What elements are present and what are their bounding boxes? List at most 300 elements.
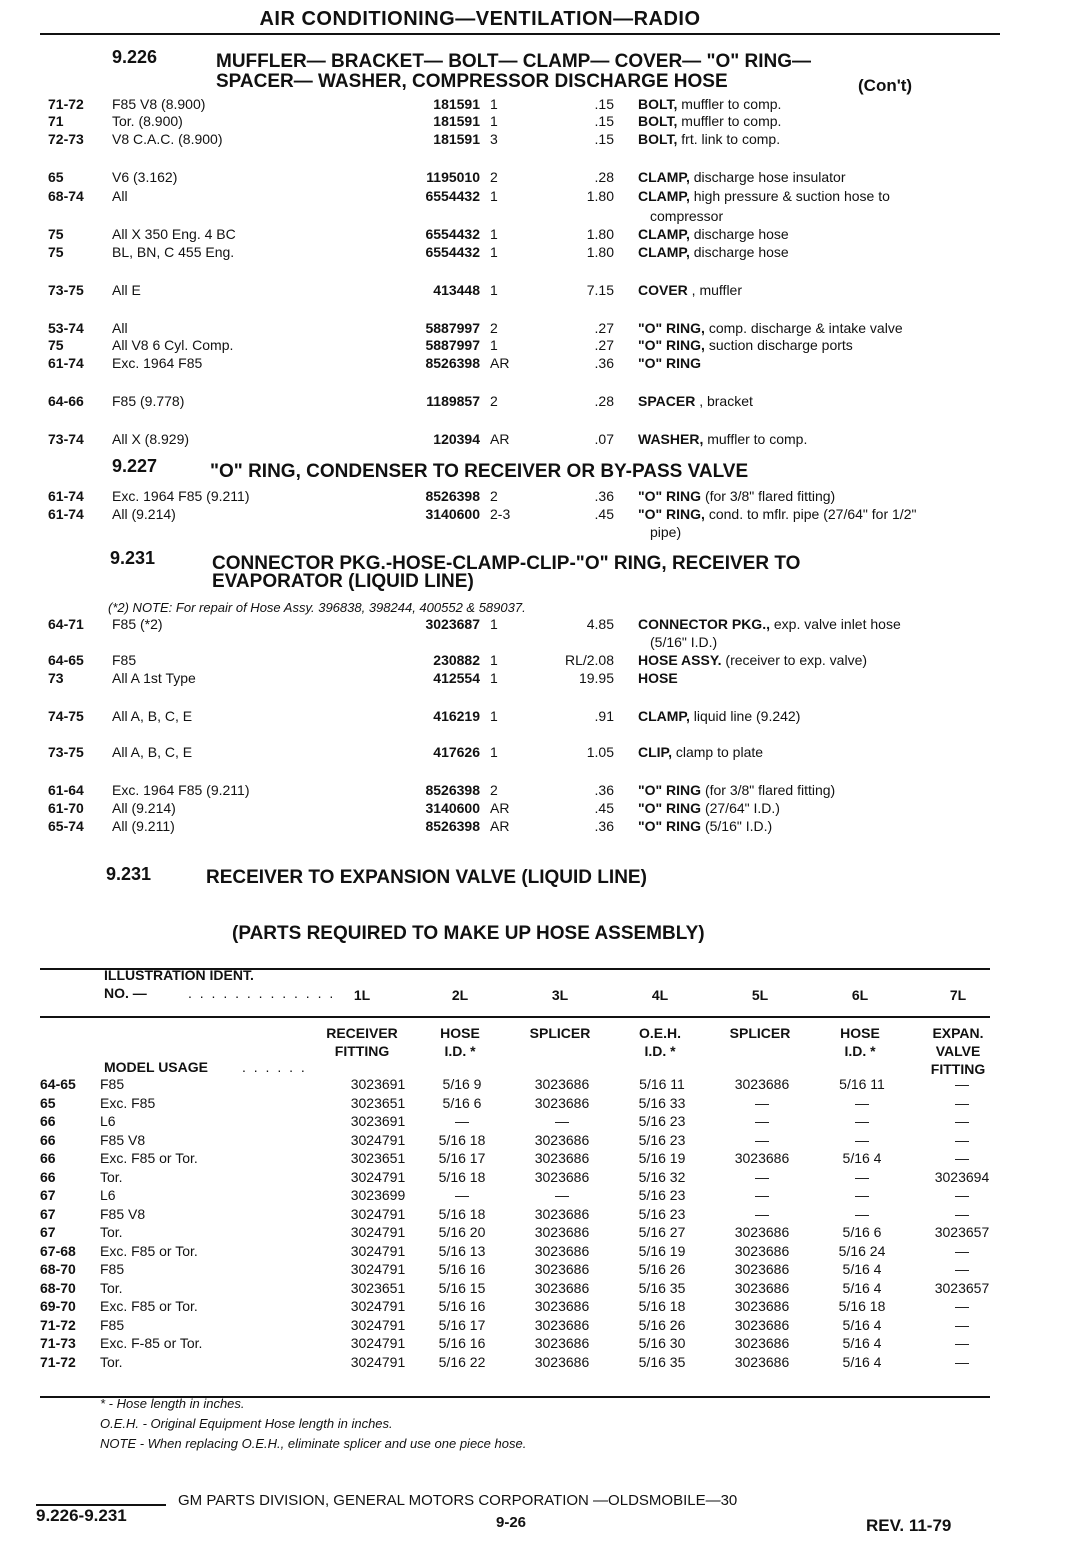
model-year: 71-72 — [40, 1353, 76, 1370]
price: .36 — [594, 818, 614, 834]
table-cell: 5/16 17 — [438, 1150, 486, 1166]
model-usage: L6 — [100, 1113, 116, 1129]
parts-row — [48, 244, 998, 263]
model-year: 68-70 — [40, 1261, 76, 1277]
table-cell: 5/16 4 — [842, 1279, 882, 1296]
table-cell: 3023686 — [734, 1261, 790, 1277]
table-cell: 3023686 — [734, 1353, 790, 1370]
part-detail: muffler to comp. — [703, 431, 808, 447]
table-row — [40, 1354, 990, 1373]
part-number: 181591 — [433, 96, 480, 112]
model-year: 65 — [48, 169, 64, 185]
model-usage: Exc. 1964 F85 (9.211) — [112, 488, 250, 504]
quantity: 2 — [490, 393, 498, 409]
part-name: BOLT, — [638, 113, 678, 129]
table-cell: 5/16 11 — [639, 1076, 685, 1092]
table-cell: 5/16 4 — [842, 1353, 882, 1370]
part-number: 8526398 — [425, 488, 480, 504]
model-year: 69-70 — [40, 1298, 76, 1314]
table-row — [40, 1317, 990, 1336]
table-row — [40, 1076, 990, 1095]
part-number: 8526398 — [425, 818, 480, 834]
part-description — [638, 282, 742, 298]
table-cell: 3023651 — [350, 1094, 406, 1111]
table-cell: — — [555, 1187, 569, 1203]
model-year: 65 — [40, 1094, 56, 1111]
parts-row — [48, 670, 998, 689]
part-name: "O" RING — [638, 782, 702, 798]
part-description — [638, 800, 780, 816]
part-name: CLAMP, — [638, 708, 690, 724]
table-cell: 3023686 — [534, 1168, 590, 1185]
table-row — [40, 1169, 990, 1188]
part-name: "O" RING, — [638, 337, 705, 353]
part-description — [638, 393, 753, 409]
model-year: 61-64 — [48, 782, 84, 798]
part-detail: (for 3/8" flared fitting) — [701, 782, 836, 798]
table-cell: 3023651 — [350, 1150, 406, 1166]
model-usage: Exc. F85 or Tor. — [100, 1150, 198, 1166]
continued-label: (Con't) — [858, 76, 913, 95]
table-cell: — — [955, 1150, 969, 1166]
table-cell: 5/16 4 — [842, 1316, 882, 1333]
part-name: "O" RING — [638, 355, 702, 371]
parts-row — [48, 818, 998, 837]
table-cell: — — [855, 1205, 869, 1222]
part-description — [638, 169, 846, 185]
model-usage: All (9.214) — [112, 800, 176, 816]
quantity: 1 — [490, 670, 498, 686]
table-cell: 5/16 26 — [638, 1261, 686, 1277]
quantity: 2 — [490, 169, 498, 185]
parts-row — [48, 431, 998, 450]
quantity: 1 — [490, 244, 498, 260]
model-usage: F85 — [100, 1076, 125, 1092]
price: .36 — [594, 782, 614, 798]
model-year: 73-75 — [48, 282, 84, 298]
table-cell: — — [855, 1113, 869, 1129]
table-cell: 3023691 — [350, 1076, 406, 1092]
part-detail: frt. link to comp. — [677, 131, 781, 147]
model-year: 64-71 — [48, 616, 84, 632]
price: 1.05 — [586, 744, 614, 760]
part-number: 416219 — [433, 708, 480, 724]
table-row — [40, 1150, 990, 1169]
part-number: 120394 — [433, 431, 480, 447]
model-year: 71-72 — [48, 96, 84, 112]
part-description — [638, 744, 763, 760]
section-number: 9.226 — [112, 47, 158, 67]
model-year: 74-75 — [48, 708, 84, 724]
model-year: 67 — [40, 1224, 56, 1240]
footer-range: 9.226-9.231 — [36, 1506, 127, 1525]
section-number: 9.231 — [110, 548, 156, 568]
model-usage: All A, B, C, E — [112, 744, 193, 760]
part-number: 181591 — [433, 113, 480, 129]
quantity: AR — [490, 431, 510, 447]
model-usage: All (9.214) — [112, 506, 176, 522]
table-cell: — — [855, 1094, 869, 1111]
table-cell: 5/16 23 — [638, 1113, 686, 1129]
table-cell: — — [555, 1113, 569, 1129]
model-usage: F85 V8 — [100, 1205, 146, 1222]
parts-row — [48, 506, 998, 525]
ident-id: 7L — [949, 987, 967, 1003]
model-usage: Tor. — [100, 1279, 123, 1296]
part-detail: high pressure & suction hose to — [689, 188, 890, 204]
model-usage: F85 V8 — [100, 1131, 146, 1148]
model-year: 65-74 — [48, 818, 84, 834]
part-number: 412554 — [433, 670, 480, 686]
table-cell: 5/16 16 — [438, 1298, 486, 1314]
part-description — [638, 226, 789, 242]
model-year: 64-66 — [48, 393, 84, 409]
table-cell: 5/16 23 — [638, 1205, 686, 1222]
table-cell: 3024791 — [350, 1316, 406, 1333]
price: 1.80 — [586, 188, 614, 204]
model-usage: Exc. F85 or Tor. — [100, 1242, 198, 1259]
part-description — [638, 244, 789, 260]
table-cell: 5/16 32 — [638, 1168, 686, 1185]
part-name: "O" RING, — [638, 320, 705, 336]
table-row — [40, 1224, 990, 1243]
table-cell: 3023686 — [534, 1353, 590, 1370]
footer-division: GM PARTS DIVISION, GENERAL MOTORS CORPORATION —OLDSMOBILE—30 — [178, 1492, 738, 1509]
table-cell: 5/16 30 — [638, 1335, 686, 1351]
model-year: 71-72 — [40, 1316, 76, 1333]
table-rule — [40, 1016, 990, 1018]
model-usage: F85 — [100, 1316, 125, 1333]
table-cell: 5/16 35 — [638, 1353, 686, 1370]
part-name: SPACER — [638, 393, 696, 409]
part-number: 5887997 — [425, 320, 480, 336]
footnote: * - Hose length in inches. — [100, 1396, 245, 1411]
ident-id: 5L — [751, 987, 769, 1003]
parts-row — [48, 188, 998, 207]
model-usage: F85 (9.778) — [112, 393, 185, 409]
ident-label: ILLUSTRATION IDENT. — [104, 967, 254, 983]
model-year: 72-73 — [48, 131, 84, 147]
no-label: NO. — — [104, 985, 147, 1001]
model-usage: All A 1st Type — [112, 670, 196, 686]
ident-id: 6L — [851, 987, 869, 1003]
part-detail: suction discharge ports — [704, 337, 853, 353]
table-cell: — — [755, 1187, 769, 1203]
part-number: 413448 — [433, 282, 480, 298]
quantity: 1 — [490, 226, 498, 242]
parts-row — [48, 782, 998, 801]
model-usage: Exc. F85 — [100, 1094, 156, 1111]
part-name: "O" RING, — [638, 506, 705, 522]
model-usage: Tor. — [100, 1168, 123, 1185]
parts-row — [48, 616, 998, 635]
table-cell: 5/16 15 — [438, 1279, 486, 1296]
part-name: WASHER, — [638, 431, 704, 447]
table-cell: 5/16 18 — [838, 1298, 886, 1314]
parts-row — [48, 169, 998, 188]
quantity: AR — [490, 818, 510, 834]
model-year: 66 — [40, 1168, 56, 1185]
model-usage-label: MODEL USAGE — [104, 1059, 208, 1075]
table-cell: — — [955, 1316, 969, 1333]
part-detail: comp. discharge & intake valve — [704, 320, 903, 336]
table-cell: 3023694 — [934, 1168, 990, 1185]
table-cell: — — [755, 1094, 769, 1111]
parts-row — [48, 652, 998, 671]
table-row — [40, 1132, 990, 1151]
table-cell: — — [955, 1242, 969, 1259]
section-note: (*2) NOTE: For repair of Hose Assy. 396838, 398244, 400552 & 589037. — [108, 600, 526, 615]
part-description — [650, 634, 717, 650]
model-usage: All A, B, C, E — [112, 708, 193, 724]
part-name: BOLT, — [638, 131, 678, 147]
parts-row — [48, 488, 998, 507]
model-usage: All X 350 Eng. 4 BC — [112, 226, 236, 242]
table-cell: 5/16 16 — [438, 1335, 486, 1351]
table-row — [40, 1206, 990, 1225]
table-cell: 3023686 — [734, 1076, 790, 1092]
table-cell: 5/16 33 — [638, 1094, 686, 1111]
section-title: CONNECTOR PKG.-HOSE-CLAMP-CLIP-"O" RING, RECEIVER TO — [212, 553, 801, 574]
model-year: 75 — [48, 244, 64, 260]
quantity: 1 — [490, 744, 498, 760]
model-year: 68-74 — [48, 188, 84, 204]
model-usage: All X (8.929) — [112, 431, 190, 447]
part-detail: (receiver to exp. valve) — [721, 652, 868, 668]
model-usage: Exc. 1964 F85 — [112, 355, 203, 371]
table-cell: — — [755, 1113, 769, 1129]
part-detail: pipe) — [650, 524, 682, 540]
quantity: 2 — [490, 320, 498, 336]
table-cell: 3024791 — [350, 1298, 406, 1314]
quantity: 1 — [490, 188, 498, 204]
table-cell: — — [755, 1168, 769, 1185]
model-usage: F85 V8 (8.900) — [112, 96, 206, 112]
part-detail: muffler to comp. — [677, 113, 782, 129]
table-cell: 3023686 — [734, 1224, 790, 1240]
table-cell: — — [955, 1076, 969, 1092]
model-year: 73 — [48, 670, 64, 686]
model-year: 67-68 — [40, 1242, 76, 1259]
price: .28 — [594, 169, 614, 185]
parts-row — [48, 337, 998, 356]
table-cell: 3024791 — [350, 1205, 406, 1222]
table-cell: 5/16 17 — [438, 1316, 486, 1333]
table-cell: 5/16 23 — [638, 1187, 686, 1203]
table-cell: 5/16 6 — [442, 1094, 482, 1111]
quantity: 1 — [490, 282, 498, 298]
part-number: 181591 — [433, 131, 480, 147]
part-detail: discharge hose — [689, 244, 789, 260]
table-cell: 3023686 — [734, 1335, 790, 1351]
model-usage: All V8 6 Cyl. Comp. — [112, 337, 234, 353]
parts-row — [48, 355, 998, 374]
table-cell: 3024791 — [350, 1224, 406, 1240]
table-cell: 5/16 18 — [438, 1168, 486, 1185]
table-cell: 5/16 6 — [842, 1224, 882, 1240]
part-number: 1195010 — [426, 169, 480, 185]
section-title: MUFFLER— BRACKET— BOLT— CLAMP— COVER— "O" RING— — [216, 51, 812, 72]
table-cell: — — [955, 1131, 969, 1148]
table-cell: — — [955, 1187, 969, 1203]
parts-row — [48, 393, 998, 412]
column-header: O.E.H. I.D. * — [638, 1025, 681, 1059]
price: 19.95 — [578, 670, 614, 686]
ident-id: 3L — [551, 987, 569, 1003]
table-cell: — — [955, 1335, 969, 1351]
part-description — [638, 431, 807, 447]
table-cell: — — [955, 1113, 969, 1129]
quantity: AR — [490, 800, 510, 816]
table-cell: 5/16 13 — [438, 1242, 486, 1259]
parts-row — [48, 208, 998, 227]
revision: REV. 11-79 — [866, 1516, 952, 1535]
part-number: 417626 — [433, 744, 480, 760]
quantity: 1 — [490, 616, 498, 632]
table-row — [40, 1243, 990, 1262]
table-cell: 5/16 9 — [442, 1076, 482, 1092]
quantity: 1 — [490, 113, 498, 129]
part-name: COVER — [638, 282, 688, 298]
price: .91 — [594, 708, 614, 724]
table-row — [40, 1095, 990, 1114]
model-year: 66 — [40, 1113, 56, 1129]
part-detail: (for 3/8" flared fitting) — [701, 488, 836, 504]
part-number: 5887997 — [425, 337, 480, 353]
table-cell: 3023657 — [934, 1224, 990, 1240]
price: .15 — [594, 131, 614, 147]
part-description — [638, 96, 781, 112]
part-number: 3140600 — [425, 800, 480, 816]
parts-row — [48, 113, 998, 132]
model-year: 64-65 — [48, 652, 84, 668]
model-usage: Tor. — [100, 1353, 123, 1370]
part-detail: discharge hose insulator — [689, 169, 846, 185]
parts-row — [48, 282, 998, 301]
table-cell: 3023686 — [734, 1150, 790, 1166]
part-description — [638, 506, 916, 522]
price: 4.85 — [586, 616, 614, 632]
model-year: 75 — [48, 337, 64, 353]
price: .15 — [594, 96, 614, 112]
table-cell: 3023686 — [534, 1298, 590, 1314]
part-detail: cond. to mflr. pipe (27/64" for 1/2" — [704, 506, 917, 522]
price: .27 — [594, 320, 614, 336]
table-cell: 3023686 — [534, 1279, 590, 1296]
part-name: HOSE ASSY. — [638, 652, 722, 668]
model-year: 71 — [48, 113, 64, 129]
model-year: 67 — [40, 1187, 56, 1203]
table-cell: 3023686 — [534, 1316, 590, 1333]
part-name: CLAMP, — [638, 169, 690, 185]
price: .45 — [594, 800, 614, 816]
table-cell: 3023686 — [534, 1224, 590, 1240]
model-usage: V6 (3.162) — [112, 169, 178, 185]
model-usage: Exc. F-85 or Tor. — [100, 1335, 203, 1351]
price: 1.80 — [586, 226, 614, 242]
part-description — [638, 818, 772, 834]
quantity: AR — [490, 355, 510, 371]
part-number: 230882 — [433, 652, 480, 668]
part-number: 8526398 — [425, 782, 480, 798]
table-cell: — — [955, 1205, 969, 1222]
table-cell: 3023657 — [934, 1279, 990, 1296]
part-name: CLAMP, — [638, 188, 690, 204]
table-cell: 3023686 — [534, 1076, 590, 1092]
part-detail: exp. valve inlet hose — [769, 616, 901, 632]
ident-id: 1L — [353, 987, 371, 1003]
column-header: RECEIVER FITTING — [326, 1025, 398, 1059]
part-number: 1189857 — [426, 393, 480, 409]
model-year: 61-74 — [48, 488, 84, 504]
model-usage: BL, BN, C 455 Eng. — [112, 244, 235, 260]
parts-row — [48, 744, 998, 763]
model-year: 73-74 — [48, 431, 84, 447]
table-row — [40, 1335, 990, 1354]
part-number: 6554432 — [425, 244, 480, 260]
model-usage: F85 (*2) — [112, 616, 163, 632]
parts-row — [48, 226, 998, 245]
model-usage: V8 C.A.C. (8.900) — [112, 131, 223, 147]
section-title: SPACER— WASHER, COMPRESSOR DISCHARGE HOSE — [216, 71, 728, 92]
part-detail: , muffler — [687, 282, 742, 298]
table-cell: 3023699 — [350, 1187, 406, 1203]
model-year: 68-70 — [40, 1279, 76, 1296]
table-cell: 3023686 — [534, 1131, 590, 1148]
table-cell: 3023686 — [734, 1279, 790, 1296]
table-cell: 3023686 — [534, 1094, 590, 1111]
table-cell: 5/16 18 — [438, 1205, 486, 1222]
table-cell: — — [455, 1113, 469, 1129]
section-number: 9.227 — [112, 456, 158, 476]
model-year: 73-75 — [48, 744, 84, 760]
page-number: 9-26 — [496, 1514, 527, 1531]
quantity: 1 — [490, 337, 498, 353]
price: 1.80 — [586, 244, 614, 260]
table-cell: — — [955, 1094, 969, 1111]
quantity: 1 — [490, 652, 498, 668]
part-description — [638, 113, 781, 129]
table-cell: — — [955, 1298, 969, 1314]
price: .36 — [594, 355, 614, 371]
table-cell: — — [455, 1187, 469, 1203]
part-number: 8526398 — [425, 355, 480, 371]
model-year: 61-74 — [48, 355, 84, 371]
table-cell: — — [955, 1261, 969, 1277]
part-description — [650, 208, 723, 224]
quantity: 2 — [490, 488, 498, 504]
part-description — [638, 616, 901, 632]
column-header: HOSE I.D. * — [840, 1025, 880, 1059]
table-cell: 5/16 4 — [842, 1335, 882, 1351]
model-year: 66 — [40, 1150, 56, 1166]
table-cell: 3024791 — [350, 1131, 406, 1148]
part-description — [638, 337, 853, 353]
table-cell: 3023686 — [734, 1298, 790, 1314]
table-cell: — — [855, 1168, 869, 1185]
table-cell: 5/16 27 — [638, 1224, 686, 1240]
table-cell: 3023691 — [350, 1113, 406, 1129]
part-description — [638, 670, 678, 686]
price: 7.15 — [586, 282, 614, 298]
table-cell: — — [955, 1353, 969, 1370]
part-name: BOLT, — [638, 96, 678, 112]
quantity: 3 — [490, 131, 498, 147]
quantity: 2 — [490, 782, 498, 798]
part-name: HOSE — [638, 670, 678, 686]
column-header: SPLICER — [529, 1025, 591, 1041]
part-detail: , bracket — [695, 393, 753, 409]
